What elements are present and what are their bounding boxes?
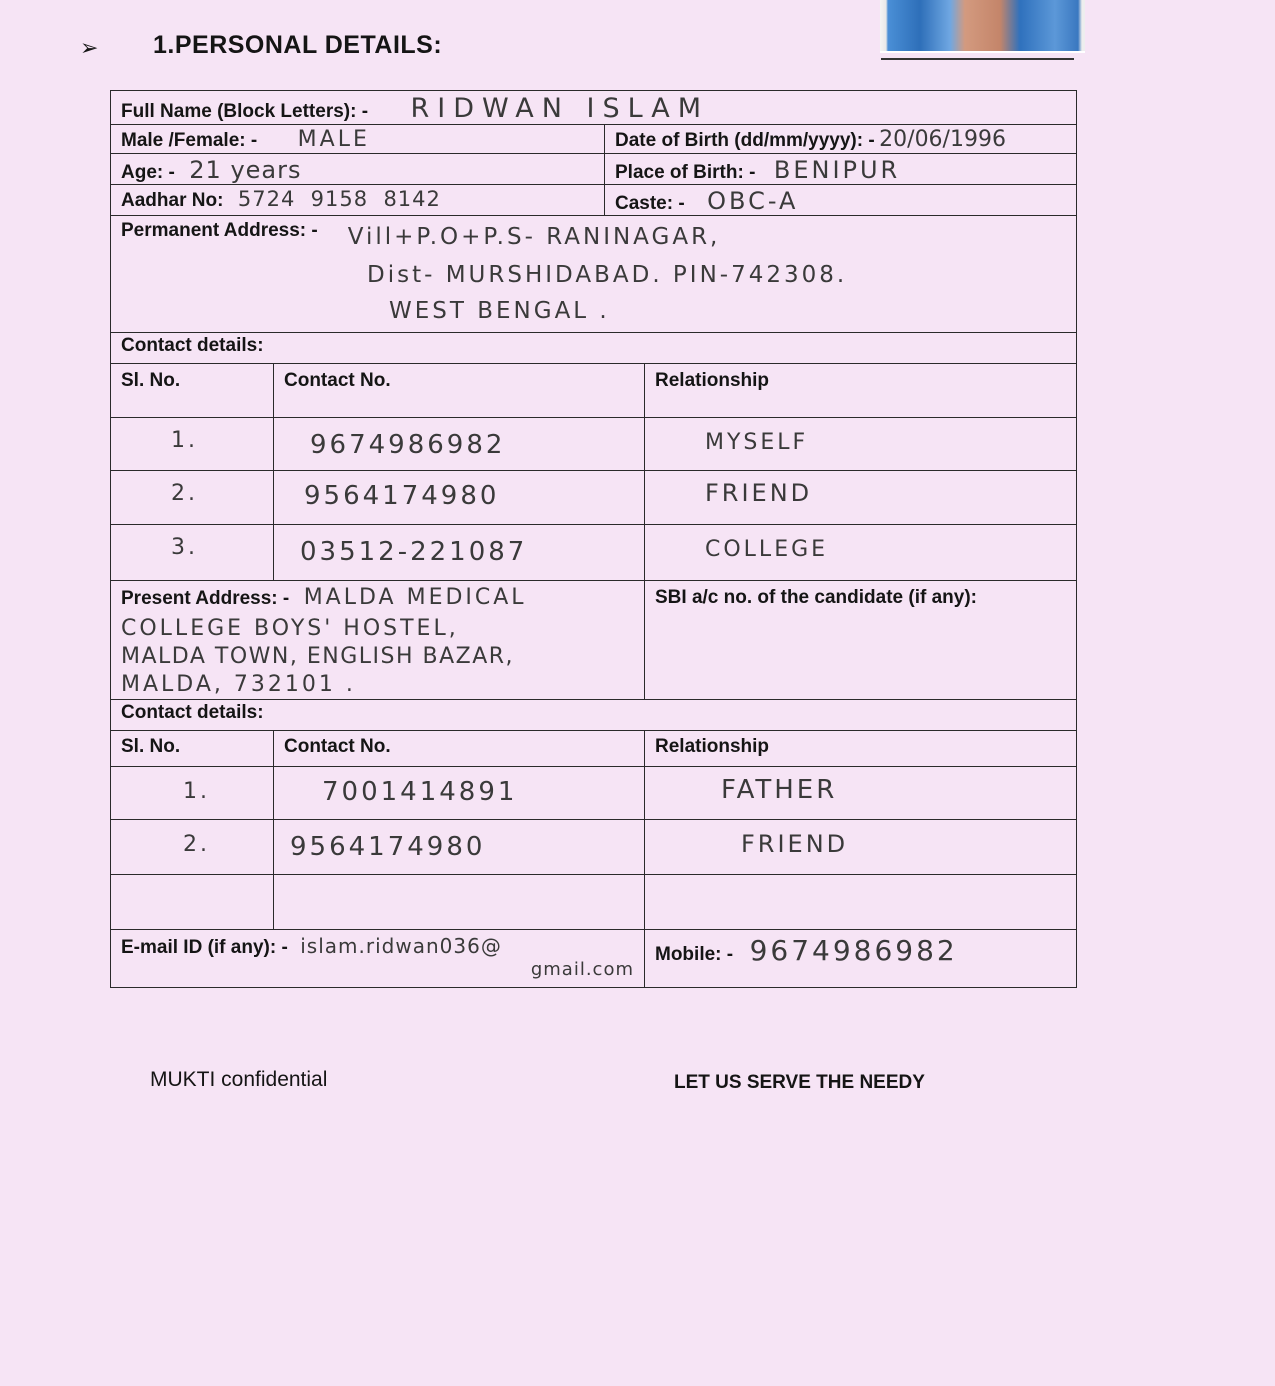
full-name-row <box>111 91 1077 125</box>
full-name-label: Full Name (Block Letters): - <box>121 101 369 122</box>
present-address-cell <box>111 581 645 700</box>
present-address-line3: MALDA TOWN, ENGLISH BAZAR, <box>121 644 515 669</box>
contact-number: 7001414891 <box>274 767 645 820</box>
contact-no-header: Contact No. <box>274 364 645 418</box>
personal-details-form <box>110 90 1077 988</box>
sbi-account-label: SBI a/c no. of the candidate (if any): <box>655 587 977 608</box>
mobile-value: 9674986982 <box>749 934 958 967</box>
candidate-photo <box>880 0 1085 53</box>
aadhar-label: Aadhar No: <box>121 190 224 211</box>
contact-details-label: Contact details: <box>121 335 264 356</box>
pob-cell <box>605 154 1077 185</box>
relationship-value-empty <box>645 875 1077 930</box>
contact-number-empty <box>274 875 645 930</box>
gender-label: Male /Female: - <box>121 130 258 151</box>
full-name-value: RIDWAN ISLAM <box>410 93 710 124</box>
email-value-line1: islam.ridwan036@ <box>300 934 502 958</box>
permanent-address-cell <box>111 216 1077 333</box>
email-value-line2: gmail.com <box>530 959 634 980</box>
caste-value: OBC-A <box>707 187 799 215</box>
table-row: 1. <box>111 418 274 471</box>
permanent-address-line2: Dist- MURSHIDABAD. PIN-742308. <box>367 262 848 288</box>
table-row: 2. <box>111 820 274 875</box>
table-row: 3. <box>111 525 274 581</box>
email-label: E-mail ID (if any): - <box>121 937 288 958</box>
dob-cell <box>605 125 1077 154</box>
sl-no-header: Sl. No. <box>111 731 274 767</box>
bullet-arrow: ➢ <box>80 35 99 60</box>
contact-details-label: Contact details: <box>121 702 264 723</box>
contact-number: 03512-221087 <box>274 525 645 581</box>
section-title: 1.PERSONAL DETAILS: <box>153 31 443 59</box>
pob-value: BENIPUR <box>773 156 901 184</box>
pob-label: Place of Birth: - <box>615 162 756 183</box>
contact-no-header: Contact No. <box>274 731 645 767</box>
contact-details-heading-2 <box>111 700 1077 731</box>
present-address-line2: COLLEGE BOYS' HOSTEL, <box>121 616 459 641</box>
sbi-account-cell <box>645 581 1077 700</box>
relationship-header: Relationship <box>645 364 1077 418</box>
relationship-value: FATHER <box>645 767 1077 820</box>
contact-details-heading-1 <box>111 333 1077 364</box>
table-row: 1. <box>111 767 274 820</box>
aadhar-cell <box>111 185 605 216</box>
footer-left: MUKTI confidential <box>150 1068 328 1091</box>
relationship-header: Relationship <box>645 731 1077 767</box>
sl-no-header: Sl. No. <box>111 364 274 418</box>
permanent-address-line1: Vill+P.O+P.S- RANINAGAR, <box>347 224 721 250</box>
email-cell <box>111 930 645 988</box>
table-row-empty <box>111 875 274 930</box>
caste-cell <box>605 185 1077 216</box>
relationship-value: FRIEND <box>645 820 1077 875</box>
permanent-address-label: Permanent Address: - <box>121 220 318 241</box>
age-value: 21 years <box>189 156 302 184</box>
dob-value: 20/06/1996 <box>879 127 1006 152</box>
contact-number: 9674986982 <box>274 418 645 471</box>
aadhar-value: 5724 9158 8142 <box>237 187 441 211</box>
dob-label: Date of Birth (dd/mm/yyyy): - <box>615 130 875 151</box>
present-address-label: Present Address: - <box>121 588 290 609</box>
present-address-line4: MALDA, 732101 . <box>121 672 356 697</box>
mobile-label: Mobile: - <box>655 944 734 965</box>
gender-cell <box>111 125 605 154</box>
footer-right: LET US SERVE THE NEEDY <box>674 1072 925 1093</box>
table-row: 2. <box>111 471 274 525</box>
relationship-value: COLLEGE <box>645 525 1077 581</box>
present-address-line1: MALDA MEDICAL <box>303 585 527 610</box>
gender-value: MALE <box>297 127 370 152</box>
caste-label: Caste: - <box>615 193 685 214</box>
mobile-cell <box>645 930 1077 988</box>
permanent-address-line3: WEST BENGAL . <box>389 298 610 324</box>
contact-number: 9564174980 <box>274 820 645 875</box>
photo-border <box>881 58 1074 60</box>
age-label: Age: - <box>121 162 175 183</box>
relationship-value: FRIEND <box>645 471 1077 525</box>
relationship-value: MYSELF <box>645 418 1077 471</box>
age-cell <box>111 154 605 185</box>
contact-number: 9564174980 <box>274 471 645 525</box>
